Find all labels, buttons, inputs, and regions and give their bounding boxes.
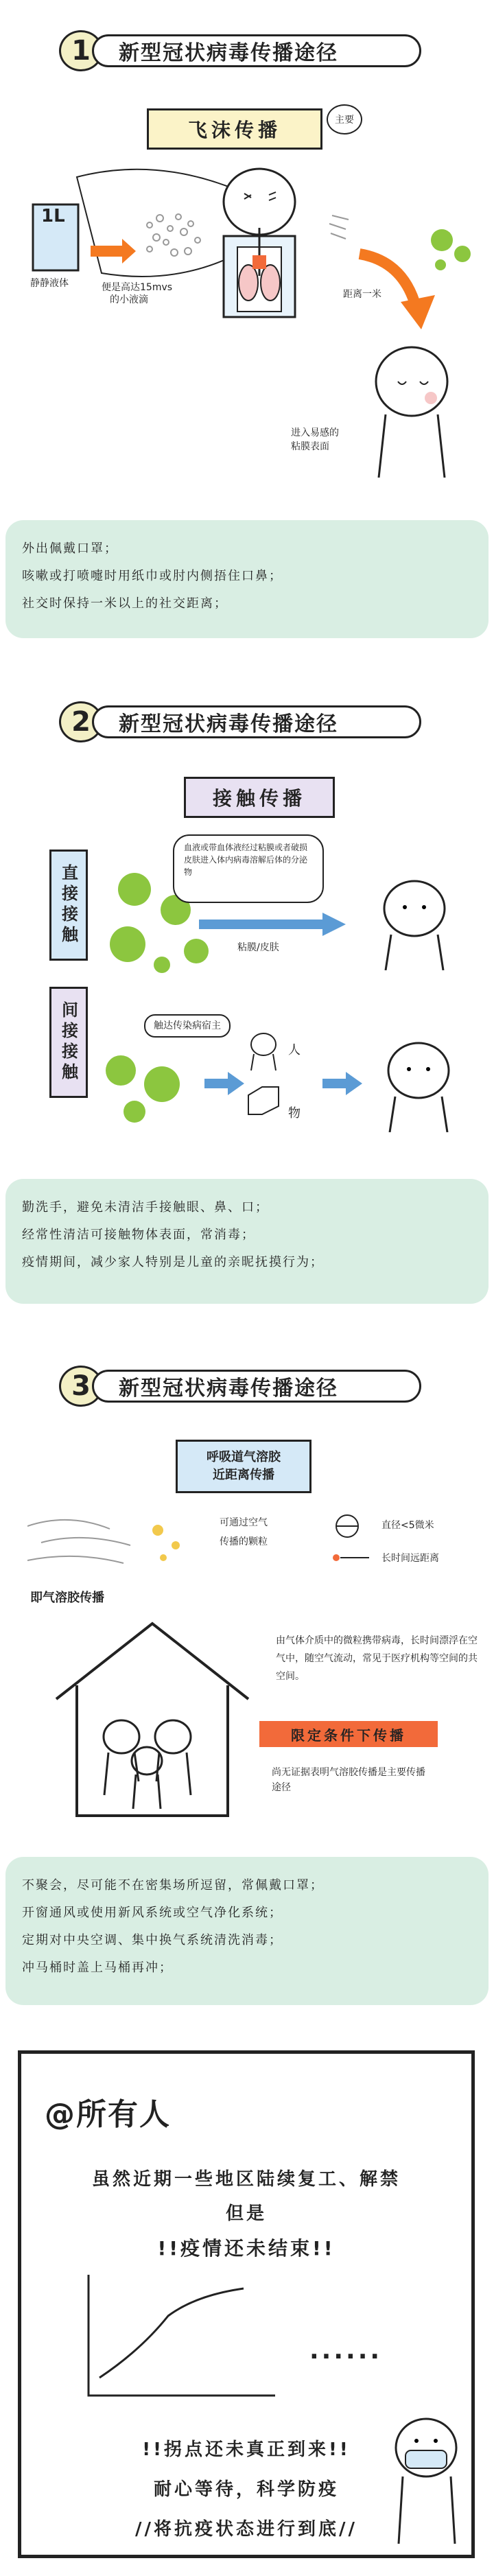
receiving-person [362, 340, 465, 478]
orange-arrow-icon [401, 295, 435, 329]
section3-tips [5, 1857, 489, 2005]
size-label: 直径<5微米 [381, 1520, 434, 1531]
final-line6: //将抗疫状态进行到底// [135, 2519, 357, 2540]
section3-title: 新型冠状病毒传播途径 [92, 1370, 421, 1403]
aerosol-description: 由气体介质中的微粒携带病毒，长时间漂浮在空气中，随空气流动，常见于医疗机构等空间的共空间。 [276, 1635, 478, 1682]
liquid-label: 静静液体 [30, 278, 69, 289]
section3-mode-label [176, 1440, 311, 1493]
final-line5: 耐心等待，科学防疫 [153, 2479, 339, 2500]
indirect-contact-label: 间接接触 [49, 987, 88, 1098]
section2-title: 新型冠状病毒传播途径 [92, 705, 421, 738]
indirect-speech-bubble: 触达传染病宿主 [144, 1014, 231, 1038]
house-with-family [49, 1617, 255, 1823]
trend-dots: ...... [309, 2337, 383, 2365]
indirect-arrow-2 [204, 1070, 246, 1098]
particle-label-2: 传播的颗粒 [220, 1536, 268, 1547]
droplet-desc-1: 便是高达15mvs [102, 282, 173, 293]
final-line4: !!拐点还未真正到来!! [142, 2439, 351, 2460]
tip-item: 社交时保持一米以上的社交距离； [22, 596, 228, 611]
section2-tips [5, 1179, 489, 1304]
sneezing-person [203, 159, 320, 324]
tip-item: 经常性清洁可接触物体表面，常消毒； [22, 1228, 255, 1242]
final-line2: 但是 [225, 2203, 267, 2224]
section1-tips [5, 520, 489, 638]
at-all-heading: @所有人 [45, 2097, 171, 2132]
section1-mode-label: 飞沫传播 [147, 108, 322, 150]
not-proven-note: 尚无证据表明气溶胶传播是主要传播途径 [272, 1767, 425, 1793]
section2-mode-label: 接触传播 [184, 777, 335, 818]
mucosa-label: 粘膜/皮肤 [237, 942, 279, 953]
distance-label: 距离一米 [343, 289, 381, 300]
mode-line2: 近距离传播 [213, 1468, 274, 1482]
tip-item: 不聚会，尽可能不在密集场所逗留，常佩戴口罩； [22, 1878, 324, 1893]
object-label: 物 [288, 1106, 301, 1121]
particle-label-1: 可通过空气 [220, 1517, 268, 1528]
entry-label-2: 粘膜表面 [291, 441, 329, 452]
main-tag: 主要 [327, 104, 362, 134]
section1-title-banner [44, 26, 428, 75]
tip-item: 冲马桶时盖上马桶再冲； [22, 1960, 173, 1975]
aerosol-title: 即气溶胶传播 [30, 1591, 104, 1605]
section2-title-banner [44, 697, 428, 747]
tip-item: 外出佩戴口罩； [22, 541, 118, 556]
section2-number: 2 [59, 701, 103, 742]
masked-person [389, 2413, 464, 2551]
droplet-desc-2: 的小液滴 [110, 294, 148, 305]
section1-number: 1 [59, 30, 103, 71]
person-label: 人 [288, 1043, 301, 1057]
tip-item: 咳嗽或打喷嚏时用纸巾或肘内侧捂住口鼻； [22, 569, 283, 583]
entry-label-1: 进入易感的 [291, 428, 339, 438]
duration-label: 长时间远距离 [381, 1553, 439, 1564]
direct-arrow [199, 911, 350, 939]
mode-line1: 呼吸道气溶胶 [207, 1450, 281, 1464]
jar-label: 1L [41, 206, 65, 226]
direct-contact-label: 直接接触 [49, 850, 88, 961]
final-notice-box [18, 2050, 475, 2558]
indirect-arrow [322, 1070, 364, 1098]
trend-sketch [86, 2275, 278, 2398]
tip-item: 开窗通风或使用新风系统或空气净化系统； [22, 1906, 283, 1920]
tip-item: 定期对中央空调、集中换气系统清洗消毒； [22, 1933, 283, 1947]
section3-title-banner [44, 1361, 428, 1411]
spray-arrow [325, 199, 476, 336]
size-icons [327, 1512, 375, 1567]
direct-speech-bubble: 血液或带血体液经过粘膜或者破损皮肤进入体内病毒溶解后体的分泌物 [173, 834, 324, 903]
limited-condition-badge: 限定条件下传播 [259, 1721, 438, 1747]
tip-item: 勤洗手，避免未清洁手接触眼、鼻、口； [22, 1200, 269, 1215]
person-direct [370, 874, 460, 970]
section3-number: 3 [59, 1366, 103, 1407]
particles-wind [27, 1512, 192, 1574]
final-line1: 虽然近期一些地区陆续复工、解禁 [91, 2169, 401, 2190]
person-indirect [375, 1036, 464, 1132]
tip-item: 疫情期间，减少家人特别是儿童的亲昵抚摸行为； [22, 1255, 324, 1269]
section1-title: 新型冠状病毒传播途径 [92, 34, 421, 67]
small-person-and-box [239, 1029, 294, 1119]
orange-arrow-icon [91, 239, 136, 264]
final-line3: !!疫情还未结束!! [157, 2237, 336, 2260]
mask-icon [405, 2450, 447, 2468]
